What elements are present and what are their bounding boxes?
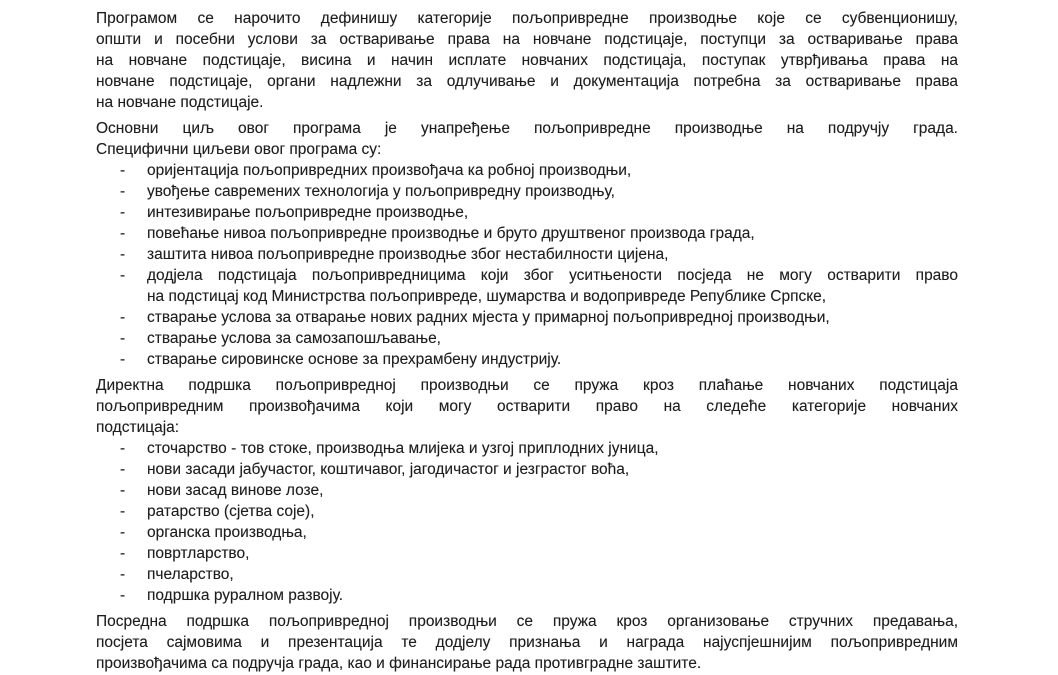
paragraph [96, 118, 958, 160]
bullet-marker: - [120, 503, 126, 520]
list-item [96, 349, 958, 370]
text-line: на новчане подстицаје. [96, 94, 264, 111]
text-line: повртларство, [147, 545, 250, 562]
bullet-marker: - [120, 246, 126, 263]
text-line: нови засад винове лозе, [147, 482, 324, 499]
list-item [96, 564, 958, 585]
text-line: посјета сајмовима и презентација те додјелу признања и награда најуспјешнијим пољопривредним [96, 634, 958, 651]
list-item [96, 543, 958, 564]
text-line: Основни циљ овог програма је унапређење пољопривредне производње на подручју града. [96, 120, 958, 137]
list-item [96, 202, 958, 223]
bullet-marker: - [120, 545, 126, 562]
text-line: на новчане подстицаје, висина и начин исплате новчаних подстицаја, поступак утврђивања права на [96, 52, 958, 69]
paragraph [96, 375, 958, 438]
text-line: стварање сировинске основе за прехрамбену индустрију. [147, 351, 562, 368]
text-line: повећање нивоа пољопривредне производње и бруто друштвеног производа града, [147, 225, 755, 242]
text-line: на подстицај код Министрства пољопривреде, шумарства и водопривреде Републике Српске, [147, 288, 827, 305]
list-item [96, 328, 958, 349]
bullet-list [96, 160, 958, 370]
text-line: увођење савремених технологија у пољопривредну производњу, [147, 183, 615, 200]
bullet-marker: - [120, 267, 126, 284]
bullet-marker: - [120, 309, 126, 326]
paragraph [96, 8, 958, 113]
text-line: Специфични циљеви овог програма су: [96, 141, 382, 158]
bullet-marker: - [120, 440, 126, 457]
list-item [96, 307, 958, 328]
list-item [96, 438, 958, 459]
text-line: пчеларство, [147, 566, 234, 583]
bullet-marker: - [120, 461, 126, 478]
bullet-marker: - [120, 330, 126, 347]
text-line: нови засади јабучастог, коштичавог, јагодичастог и језграстог воћа, [147, 461, 630, 478]
bullet-marker: - [120, 524, 126, 541]
text-line: стварање услова за отварање нових радних мјеста у примарној пољопривредној производњи, [147, 309, 830, 326]
list-item [96, 265, 958, 307]
text-line: подршка руралном развоју. [147, 587, 344, 604]
bullet-marker: - [120, 225, 126, 242]
text-line: сточарство - тов стоке, производња млијека и узгој приплодних јуница, [147, 440, 659, 457]
text-line: органска производња, [147, 524, 307, 541]
bullet-marker: - [120, 183, 126, 200]
bullet-marker: - [120, 162, 126, 179]
bullet-marker: - [120, 351, 126, 368]
paragraph [96, 611, 958, 674]
text-line: Посредна подршка пољопривредној производњи се пружа кроз организовање стручних предавања, [96, 613, 958, 630]
bullet-list [96, 438, 958, 606]
text-line: новчане подстицаје, органи надлежни за одлучивање и документација потребна за остваривање права [96, 73, 958, 90]
text-line: додјела подстицаја пољопривредницима који због уситњености посједа не могу остварити право [147, 267, 958, 284]
text-line: пољопривредним произвођачима који могу остварити право на следеће категорије новчаних [96, 398, 958, 415]
list-item [96, 244, 958, 265]
list-item [96, 522, 958, 543]
bullet-marker: - [120, 482, 126, 499]
text-line: Директна подршка пољопривредној производњи се пружа кроз плаћање новчаних подстицаја [96, 377, 958, 394]
list-item [96, 480, 958, 501]
text-line: оријентација пољопривредних произвођача ка робној производњи, [147, 162, 632, 179]
text-line: општи и посебни услови за остваривање права на новчане подстицаје, поступци за остваривање права [96, 31, 958, 48]
bullet-marker: - [120, 566, 126, 583]
list-item [96, 459, 958, 480]
list-item [96, 160, 958, 181]
list-item [96, 585, 958, 606]
bullet-marker: - [120, 587, 126, 604]
text-line: ратарство (сјетва соје), [147, 503, 315, 520]
list-item [96, 223, 958, 244]
text-line: стварање услова за самозапошљавање, [147, 330, 441, 347]
text-line: Програмом се нарочито дефинишу категорије пољопривредне производње које се субвенционишу, [96, 10, 958, 27]
list-item [96, 181, 958, 202]
text-line: произвођачима са подручја града, као и финансирање рада противградне заштите. [96, 655, 702, 672]
list-item [96, 501, 958, 522]
text-line: интезивирање пољопривредне производње, [147, 204, 469, 221]
text-line: заштита нивоа пољопривредне производње због нестабилности цијена, [147, 246, 669, 263]
text-line: подстицаја: [96, 419, 180, 436]
document-content [96, 8, 958, 674]
bullet-marker: - [120, 204, 126, 221]
